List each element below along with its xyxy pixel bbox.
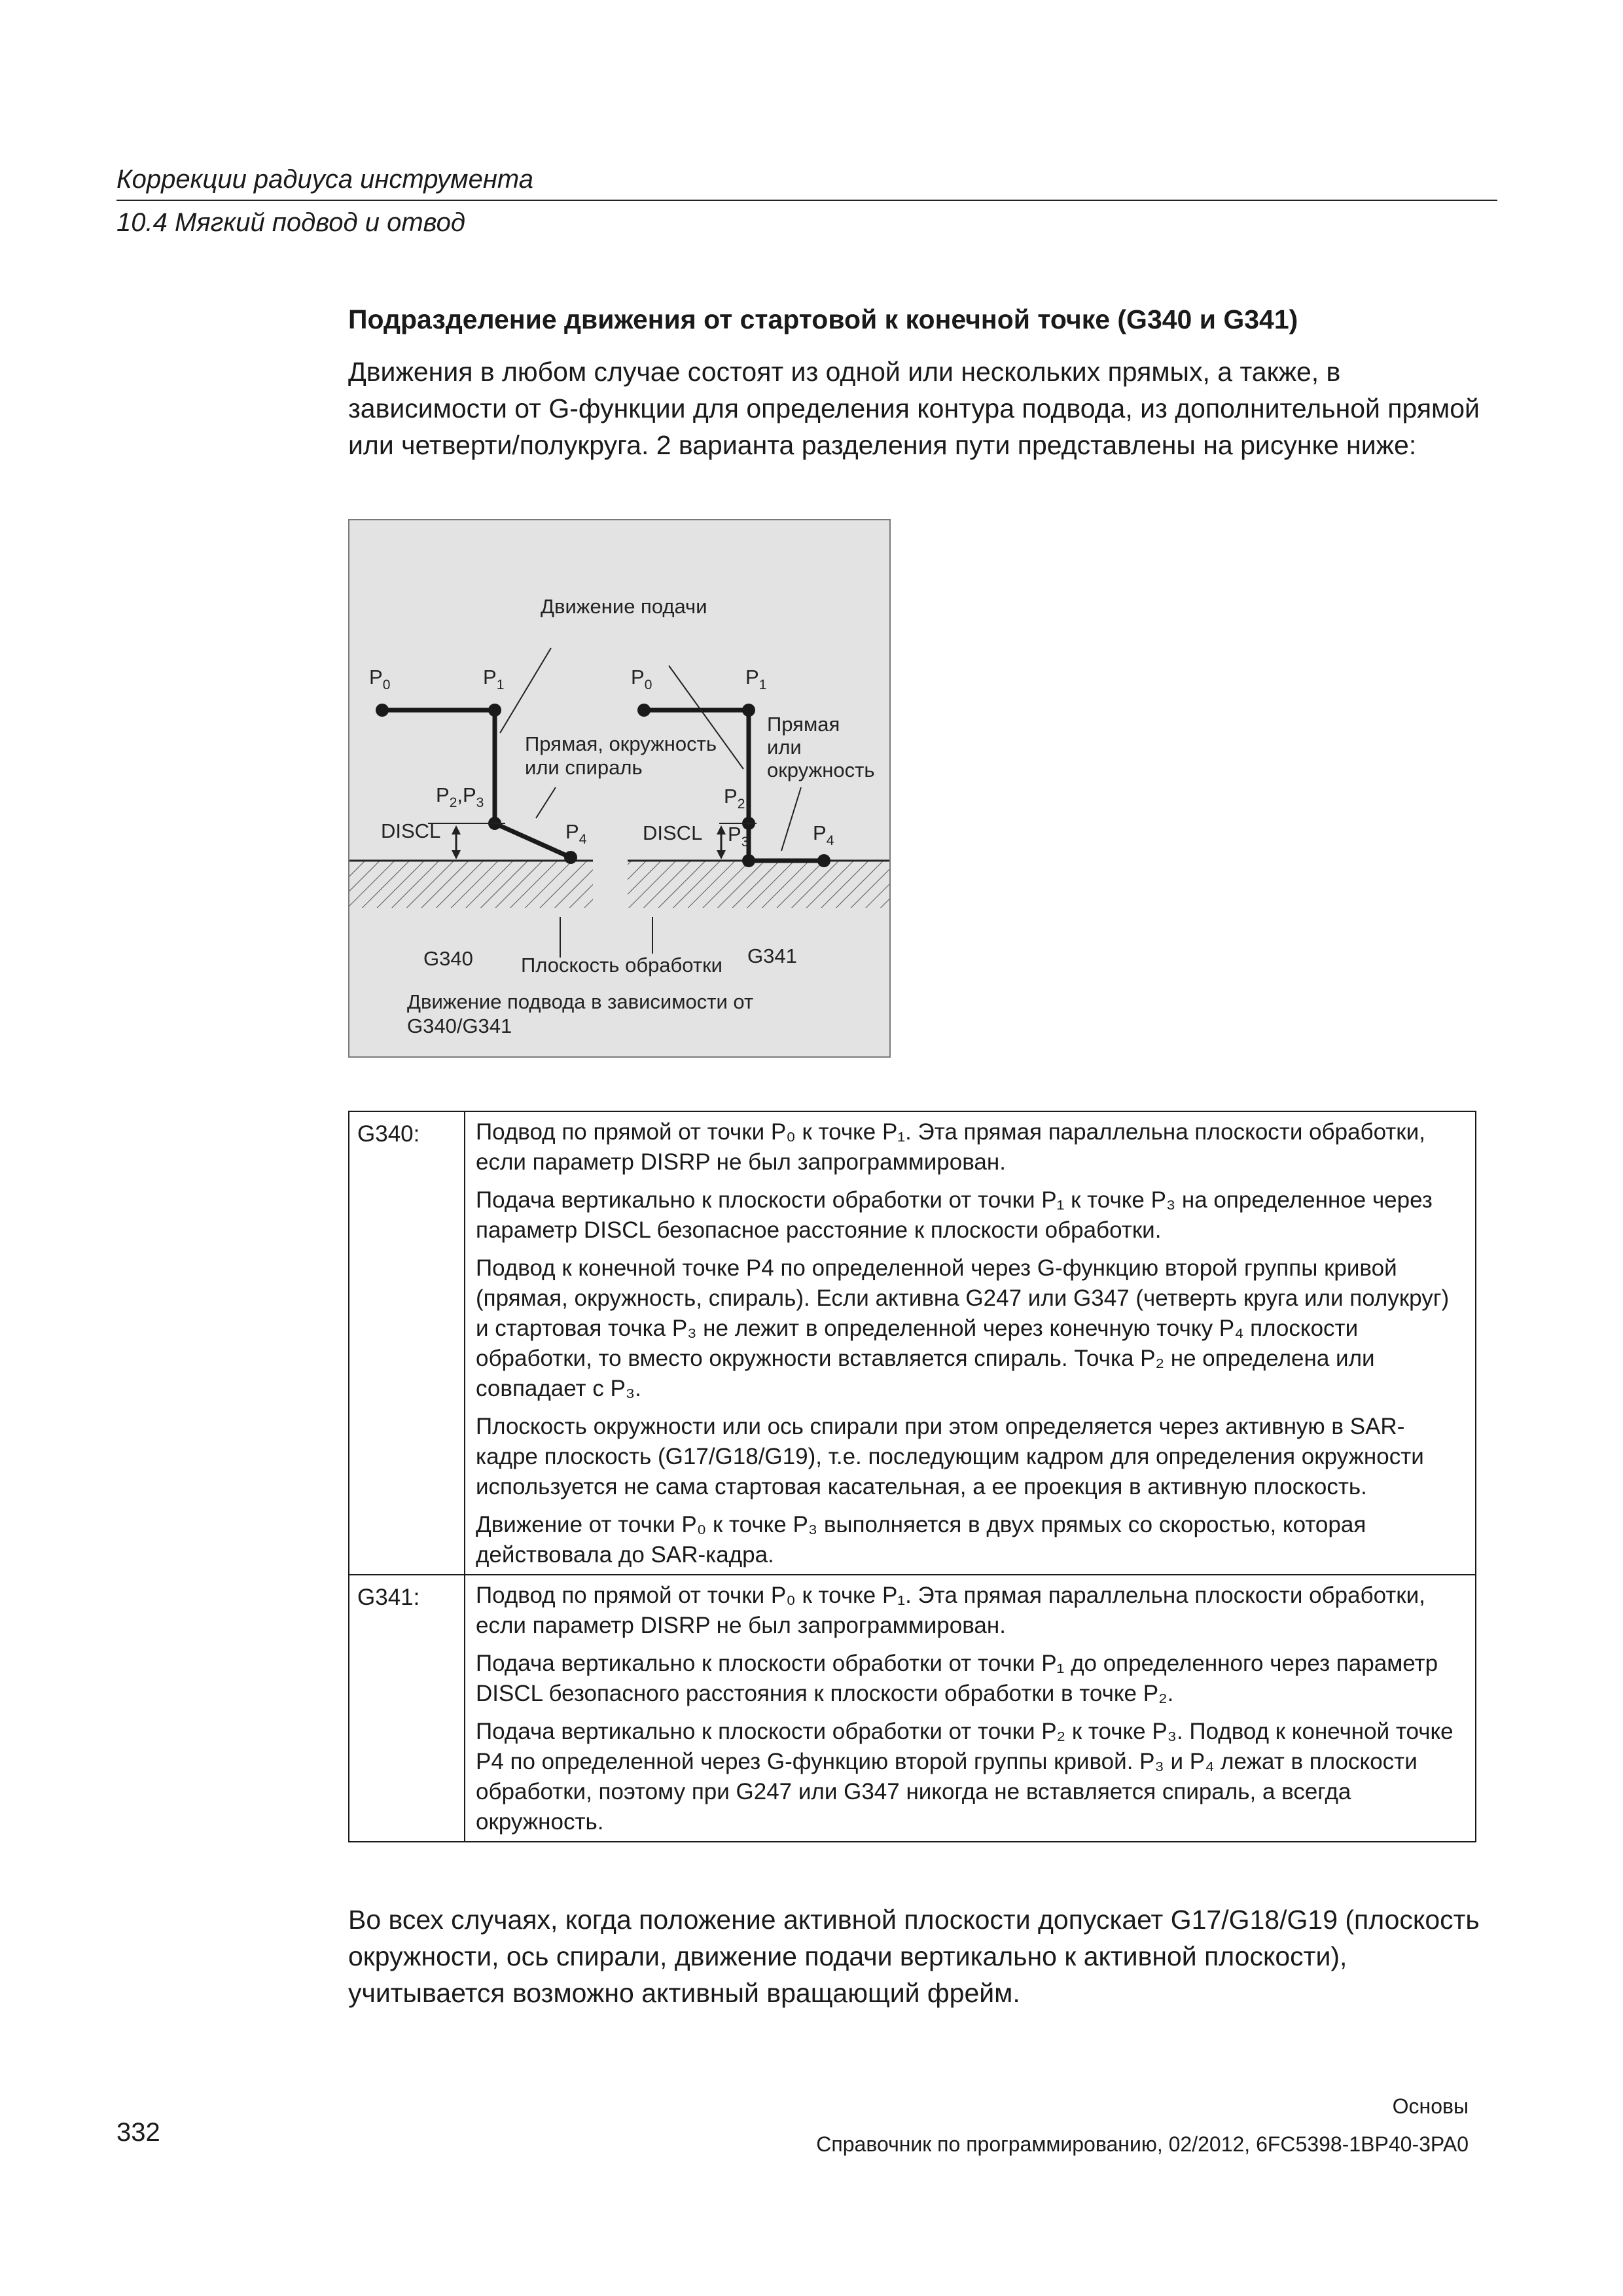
figure-caption-line2: G340/G341: [407, 1014, 512, 1037]
left-p4-label: $P_4$: [565, 820, 587, 847]
left-discl-label: DISCL: [381, 819, 441, 842]
left-curve-label-line2: или спираль: [525, 756, 643, 779]
table-paragraph: Подача вертикально к плоскости обработки от точки P₂ к точке P₃. Подвод к конечной точке P4 по определенной через G-функцию второй группы кривой. P₃ и P₄ лежат в плоскости обработки, поэтому при G247 или G347 никогда не вставляется спираль, а всегда окружность.: [476, 1719, 1454, 1835]
right-discl-arrowhead-up: [717, 825, 726, 834]
table-row: [349, 1111, 1476, 1575]
right-curve-label-line2: или: [767, 736, 802, 759]
table-paragraph: Подача вертикально к плоскости обработки от точки P₁ до определенного через параметр DISCL безопасного расстояния к плоскости обработки в точке P₂.: [476, 1651, 1438, 1706]
right-discl-label: DISCL: [643, 821, 703, 844]
right-p2-label: $P_2$: [724, 785, 745, 812]
closing-paragraph: Во всех случаях, когда положение активной плоскости допускает G17/G18/G19 (плоскость окружности, ось спирали, движение подачи вертикально к активной плоскости), учитывается возможно активный вращающий фрейм.: [348, 1905, 1480, 2008]
left-p0-label: $P_0$: [369, 666, 391, 692]
table-paragraph: Подвод по прямой от точки P₀ к точке P₁. Эта прямая параллельна плоскости обработки, если параметр DISRP не был запрограммирован.: [476, 1583, 1425, 1638]
left-workpiece-hatch: [349, 861, 593, 908]
table-row: [349, 1575, 1476, 1842]
table-paragraph: Подвод по прямой от точки P₀ к точке P₁. Эта прямая параллельна плоскости обработки, если параметр DISRP не был запрограммирован.: [476, 1119, 1425, 1175]
left-code-label: G340: [423, 947, 473, 970]
figure-caption-line1: Движение подвода в зависимости от: [407, 990, 754, 1013]
right-discl-arrowhead-down: [717, 850, 726, 859]
page-number: 332: [116, 2118, 160, 2147]
right-p1-label: $P_1$: [745, 666, 767, 692]
table-value-g340: [465, 1111, 1476, 1575]
left-feed-leader: [500, 648, 551, 733]
header-chapter: Коррекции радиуса инструмента: [116, 165, 533, 194]
table-paragraph: Подача вертикально к плоскости обработки от точки P₁ к точке P₃ на определенное через параметр DISCL безопасное расстояние к плоскости обработки.: [476, 1187, 1433, 1243]
approach-figure: [348, 519, 891, 1058]
table-key-g340: G340:: [349, 1111, 465, 1575]
plane-label: Плоскость обработки: [521, 954, 722, 977]
left-p4-point: [564, 851, 577, 864]
right-p0-point: [637, 704, 651, 717]
left-p1-point: [488, 704, 501, 717]
table-paragraph: Плоскость окружности или ось спирали при этом определяется через активную в SAR-кадре плоскость (G17/G18/G19), т.е. последующим кадром для определения окружности используется не сама стартовая касательная, а ее проекция в активную плоскость.: [476, 1414, 1424, 1499]
table-key-g341: G341:: [349, 1575, 465, 1842]
right-p4-point: [817, 854, 830, 867]
right-p3-label: $P_3$: [728, 823, 749, 850]
table-paragraph: Подвод к конечной точке P4 по определенной через G-функцию второй группы кривой (прямая, окружность, спираль). Если активна G247 или G347 (четверть круга или полукруг) и стартовая точка P₃ не лежит в определенной через конечную точку P₄ плоскости обработки, то вместо окружности вставляется спираль. Точка P₂ не определена или совпадает с P₃.: [476, 1255, 1450, 1401]
left-discl-arrowhead-down: [452, 850, 461, 859]
intro-paragraph: Движения в любом случае состоят из одной или нескольких прямых, а также, в зависимости от G-функции для определения контура подвода, из дополнительной прямой или четверти/полукруга. 2 варианта разделения пути представлены на рисунке ниже:: [348, 357, 1480, 460]
right-code-label: G341: [747, 944, 797, 967]
table-paragraph: Движение от точки P₀ к точке P₃ выполняется в двух прямых со скоростью, которая действовала до SAR-кадра.: [476, 1512, 1366, 1568]
left-discl-arrowhead-up: [452, 825, 461, 834]
right-p1-point: [742, 704, 755, 717]
feed-motion-label: Движение подачи: [541, 595, 707, 618]
right-curve-leader: [781, 787, 801, 851]
table-value-g341: [465, 1575, 1476, 1842]
right-p0-label: $P_0$: [631, 666, 652, 692]
section-title: Подразделение движения от стартовой к конечной точке (G340 и G341): [348, 304, 1298, 334]
footer-book: Основы: [1392, 2094, 1469, 2118]
right-workpiece-hatch: [628, 861, 891, 908]
left-p23-label: $P_2,P_3$: [436, 783, 484, 810]
left-curve-label-line1: Прямая, окружность: [525, 732, 717, 755]
right-curve-label-line3: окружность: [767, 759, 875, 781]
mode-table: [348, 1111, 1476, 1842]
right-curve-label-line1: Прямая: [767, 713, 840, 736]
header-section: 10.4 Мягкий подвод и отвод: [116, 208, 465, 237]
footer-reference: Справочник по программированию, 02/2012, 6FC5398-1BP40-3PA0: [816, 2132, 1469, 2156]
right-p4-label: $P_4$: [813, 821, 834, 848]
left-curve-leader: [536, 787, 556, 818]
left-p1-label: $P_1$: [483, 666, 505, 692]
right-p3-point: [742, 854, 755, 867]
left-p0-point: [376, 704, 389, 717]
header-rule: [116, 200, 1497, 201]
